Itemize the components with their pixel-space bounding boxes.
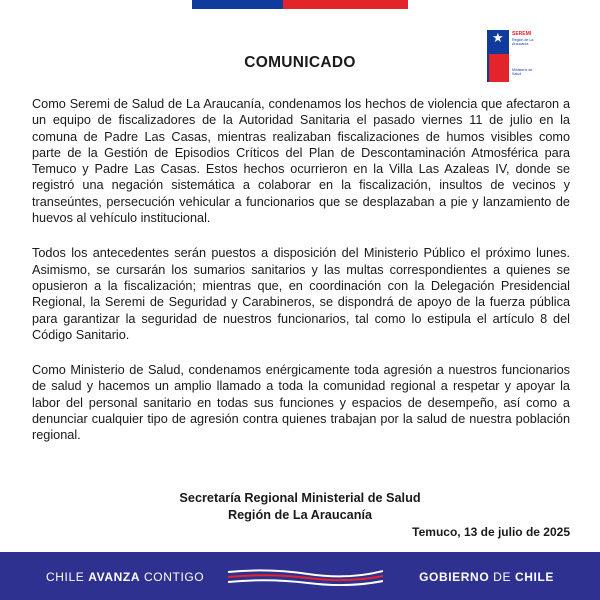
logo-text-seremi: SEREMI	[512, 31, 532, 37]
page-title: COMUNICADO	[244, 54, 356, 71]
logo-text-ministerio: Ministerio de Salud	[512, 68, 533, 76]
signature-block	[0, 490, 600, 524]
flag-stripe-red	[283, 0, 408, 9]
star-icon: ★	[492, 31, 504, 46]
wave-lines-icon	[228, 566, 383, 586]
footer-slogan	[46, 570, 204, 584]
flag-stripe	[192, 0, 408, 9]
footer-slogan-end: CONTIGO	[140, 570, 205, 584]
flag-stripe-blue	[192, 0, 283, 9]
footer-government-end: CHILE	[515, 570, 554, 584]
footer-slogan-strong: AVANZA	[88, 570, 141, 584]
footer-government	[419, 570, 554, 584]
paragraph: Como Ministerio de Salud, condenamos enérgicamente toda agresión a nuestros funcionarios de salud y hacemos un amplio llamado a toda la comunidad regional a respetar y apoyar la labor del personal sanitario en todas sus funciones y espacios de desempeño, así como a denunciar cualquier tipo de agresión contra quienes trabajan por la salud de nuestra población regional.	[32, 363, 570, 443]
footer-slogan-part: CHILE	[46, 570, 89, 584]
document-date: Temuco, 13 de julio de 2025	[412, 525, 570, 539]
signature-line-2: Región de La Araucanía	[227, 508, 373, 522]
logo-blue-block	[489, 30, 509, 54]
footer-government-part: DE	[489, 570, 515, 584]
paragraph: Como Seremi de Salud de La Araucanía, condenamos los hechos de violencia que afectaron a un equipo de fiscalizadores de la Autoridad Sanitaria el pasado viernes 11 de julio en la comuna de Padre Las Casas, mientras realizaban fiscalizaciones de humos visibles como parte de la Gestión de Episodios Críticos del Plan de Descontaminación Atmosférica para Temuco y Padre Las Casas. Estos hechos ocurrieron en la Villa Las Azaleas IV, donde se registró una negación sistemática a colaborar en la fiscalización, insultos de vecinos y transeúntes, persecución vehicular a funcionarios que se desplazaban a pie y lanzamiento de huevos al vehículo institucional.	[32, 97, 570, 226]
logo-text-region: Región de La Araucanía	[512, 38, 534, 46]
footer-bar	[0, 552, 600, 600]
footer-government-strong: GOBIERNO	[419, 570, 490, 584]
paragraph: Todos los antecedentes serán puestos a disposición del Ministerio Público el próximo lunes. Asimismo, se cursarán los sumarios sanitarios y las multas correspondientes a quienes se opusieron a la fiscalización; mientras que, en coordinación con la Delegación Presidencial Regional, la Seremi de Seguridad y Carabineros, se dispondrá de apoyo de la fuerza pública para garantizar la seguridad de nuestros funcionarios, tal como lo estipula el artículo 8 del Código Sanitario.	[32, 246, 570, 342]
signature-line-1: Secretaría Regional Ministerial de Salud	[179, 491, 421, 505]
document-body	[32, 96, 570, 463]
